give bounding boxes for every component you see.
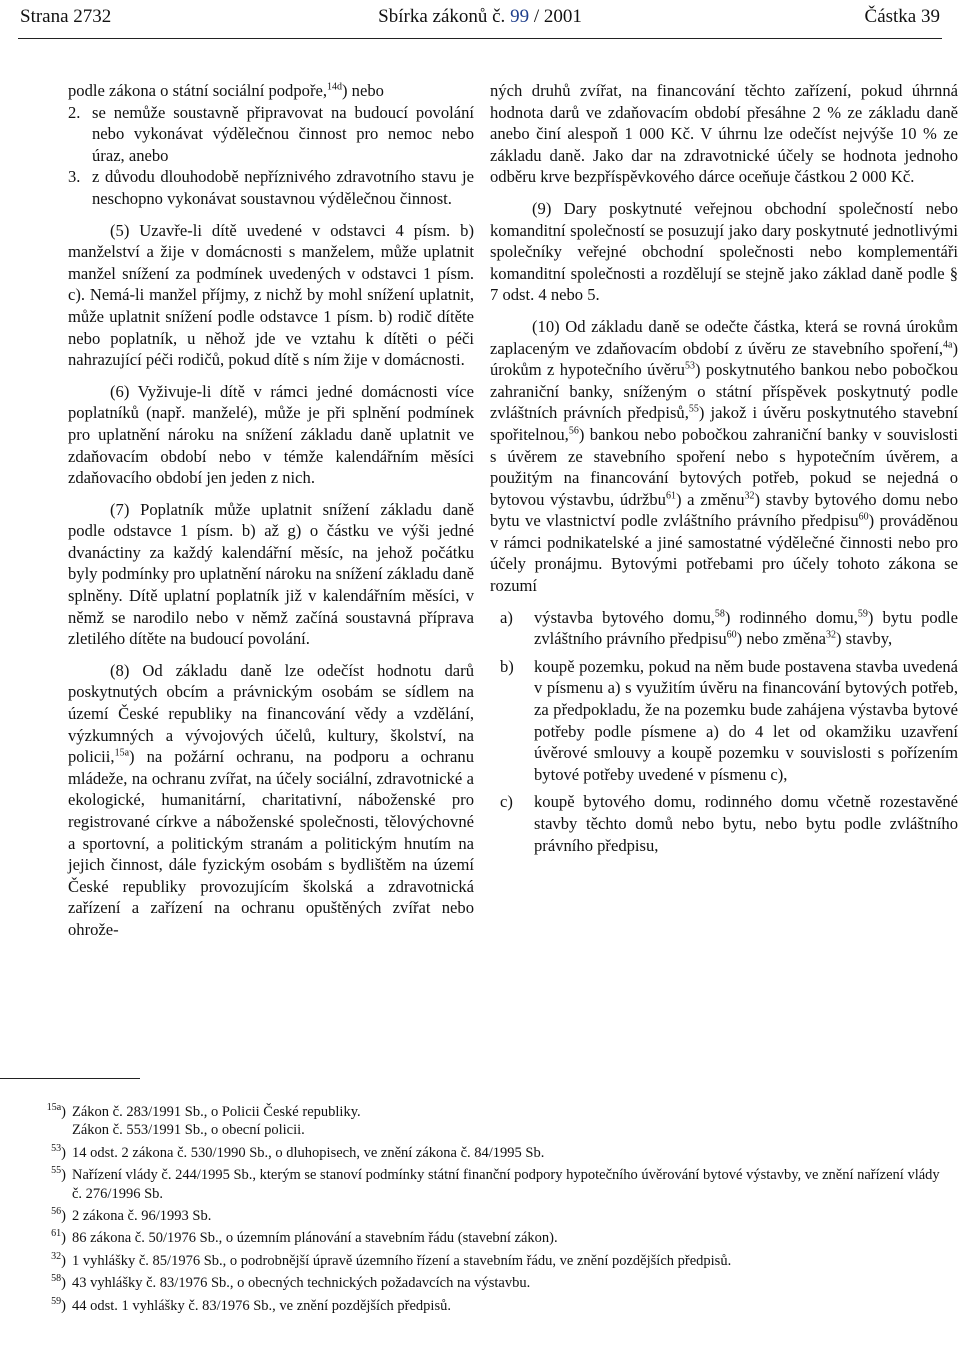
text-run: ) poskytnutého bankou nebo pobočkou zahraniční banky, sníženým o státní příspěvek poskytnutý podle zvláštních právních předpisů, xyxy=(490,360,958,423)
footnote-text: Zákon č. 283/1991 Sb., o Policii České republiky. xyxy=(72,1104,361,1120)
text-run: ) a změnu xyxy=(675,489,745,509)
footnote-text: 1 vyhlášky č. 85/1976 Sb., o podrobnější úpravě územního řízení a stavebním řádu, ve znění pozdějších předpisů. xyxy=(72,1252,732,1269)
footnote-ref: 15a xyxy=(114,747,130,759)
list-item xyxy=(490,656,958,786)
footnote-ref: 4a xyxy=(943,339,953,350)
text-run: ) jakož i úvěru poskytnutého stavební spořitelnou, xyxy=(490,403,959,444)
footnote-text: 86 zákona č. 50/1976 Sb., o územním plánování a stavebním řádu (stavební zákon). xyxy=(72,1230,558,1247)
footnote-ref: 14d xyxy=(326,81,342,93)
footnote xyxy=(30,1297,950,1315)
footnote-number: 61 xyxy=(51,1228,62,1240)
footnote-ref: 55 xyxy=(688,403,699,415)
list-item xyxy=(68,166,474,209)
footnote-number: 56 xyxy=(51,1206,62,1218)
list-item xyxy=(490,791,958,856)
paragraph-8 xyxy=(68,660,474,941)
text-run: (8) Od základu daně lze odečíst hodnotu darů poskytnutých obcím a právnickým osobám se sídlem na území České republiky na financování vědy a vzdělání, výzkumných a vývojových účelů, kultury, školství, na policii, xyxy=(68,660,474,767)
footnote xyxy=(30,1252,950,1270)
footnote-ref: 32 xyxy=(744,490,755,502)
item-number: 3. xyxy=(68,167,81,187)
footnote-marker: $^{15a}$) xyxy=(46,1102,66,1120)
text-run: koupě bytového domu, rodinného domu včetně rozestavěné stavby těchto domů nebo bytu, nebo bytu podle zvláštního právního předpisu, xyxy=(534,792,958,855)
housing-needs-list xyxy=(490,607,958,857)
footnote-number: 55 xyxy=(51,1165,62,1177)
footnote-marker: $^{55}$) xyxy=(51,1165,66,1184)
footnote-ref: 60 xyxy=(858,511,869,523)
item-text: z důvodu dlouhodobě nepříznivého zdravotního stavu je neschopno vykonávat soustavnou výdělečnou činnost. xyxy=(92,167,474,208)
item-text xyxy=(534,792,958,854)
footnote-marker: $^{61}$) xyxy=(51,1228,66,1247)
footnote-text: 2 zákona č. 96/1993 Sb. xyxy=(72,1208,212,1225)
right-column xyxy=(490,80,958,862)
paragraph-10 xyxy=(490,316,958,597)
text-run: koupě pozemku, pokud na něm bude postavena stavba uvedená v písmenu a) s využitím úvěru na financování bytových potřeb, za předpokladu, že na pozemku bude zahájena výstavba bytové potřeby podle písmene a) do 4 let od okamžiku uzavření úvěrové smlouvy a koupě pozemku v souvislosti s pořízením bytové potřeby uvedené v písmenu c), xyxy=(534,656,958,784)
footnote-number: 53 xyxy=(51,1142,62,1154)
footnote-marker: $^{32}$) xyxy=(51,1251,66,1269)
text-run: podle zákona o státní sociální podpoře, xyxy=(68,81,327,100)
text-run: (10) Od základu daně se odečte částka, která se rovná úrokům zaplaceným ve zdaňovacím období z úvěru ze stavebního spoření, xyxy=(490,316,958,358)
footnote-marker: $^{58}$) xyxy=(51,1273,66,1292)
text-run: ) stavby bytového domu nebo bytu ve vlastnictví podle zvláštního právního předpisu xyxy=(490,489,958,531)
footnote-text: 14 odst. 2 zákona č. 530/1990 Sb., o dluhopisech, ve znění zákona č. 84/1995 Sb. xyxy=(72,1144,545,1161)
footnote xyxy=(30,1274,950,1292)
paragraph-8-continuation: ných druhů zvířat, na financování těchto zařízení, pokud úhrnná hodnota darů ve zdaňovacím období přesáhne 2 % ze základu daně anebo činí alespoň 1 000 Kč. V úhrnu lze odečíst nejvýše 10 % ze základu daně. Jako dar na zdravotnické účely se hodnota jednoho odběru krve bezpříspěvkového dárce oceňuje částkou 2 000 Kč. xyxy=(490,81,958,187)
text-run: ) na požární ochranu, na podporu a ochranu mládeže, na ochranu zvířat, na účely sociální, zdravotnické a ekologické, humanitární, charitativní, náboženské pro registrované církve a náboženské společnosti, tělovýchovné a sportovní, a politickým stranám a politickým hnutím na jejich činnost, dále fyzickým osobám s bydlištěm na území České republiky provozujícím školská a zdravotnická zařízení a zařízení na ochranu opuštěných zvířat nebo ohrože- xyxy=(68,747,474,939)
left-column xyxy=(68,80,474,941)
footnote-number: 59 xyxy=(51,1295,62,1307)
item-text xyxy=(534,608,958,649)
footnote-ref: 32 xyxy=(826,629,837,641)
footnote-ref: 61 xyxy=(665,490,676,502)
footnote-number: 32 xyxy=(51,1251,62,1263)
list-item xyxy=(490,607,958,650)
footnote-ref: 56 xyxy=(568,425,579,437)
text-run: ) bytu podle zvláštního právního předpisu xyxy=(534,607,958,649)
issue-number: Částka 39 xyxy=(864,6,940,27)
text-run: ) nebo xyxy=(341,81,384,100)
item-text xyxy=(534,657,958,784)
collection-name: Sbírka zákonů č. xyxy=(378,6,511,27)
text-run: ) rodinného domu, xyxy=(724,607,858,627)
page-number: Strana 2732 xyxy=(20,6,112,27)
footnote-marker: $^{56}$) xyxy=(51,1206,66,1225)
text-run: výstavba bytového domu, xyxy=(534,607,715,627)
footnote xyxy=(30,1144,950,1162)
text-run: ) nebo změna xyxy=(736,629,827,649)
footnote-ref: 53 xyxy=(684,360,695,372)
footnote xyxy=(30,1103,950,1140)
item-text: se nemůže soustavně připravovat na budoucí povolání nebo vykonávat výdělečnou činnost pro nemoc nebo úraz, anebo xyxy=(92,102,474,165)
footnote-text: 43 vyhlášky č. 83/1976 Sb., o obecných technických požadavcích na výstavbu. xyxy=(72,1275,531,1292)
collection-title xyxy=(0,6,960,28)
footnote-ref: 58 xyxy=(714,608,725,620)
list-item xyxy=(68,102,474,167)
text-run: ) stavby, xyxy=(836,629,893,649)
footnote-ref: 59 xyxy=(857,608,868,620)
paragraph-4-continuation xyxy=(68,80,474,102)
paragraph-6: (6) Vyživuje-li dítě v rámci jedné domácnosti více poplatníků (např. manželé), může je při splnění podmínek pro uplatnění nároku na snížení základu daně uplatnit ve zdaňovacím období nebo v témže kalendářním měsíci zdaňovacího období jen jeden z nich. xyxy=(68,381,474,488)
collection-number: 99 xyxy=(510,6,530,27)
footnote xyxy=(30,1229,950,1247)
footnote-text: 44 odst. 1 vyhlášky č. 83/1976 Sb., ve znění pozdějších předpisů. xyxy=(72,1297,451,1314)
header-divider xyxy=(18,38,942,39)
footnote-number: 15a xyxy=(46,1102,62,1114)
footnote xyxy=(30,1166,950,1203)
item-label: a) xyxy=(500,607,513,627)
page-header xyxy=(0,0,960,40)
paragraph-5: (5) Uzavře-li dítě uvedené v odstavci 4 písm. b) manželství a žije v domácnosti s manželem, může uplatnit manžel snížení za podmínek uvedených v odstavci 1 písm. c). Nemá-li manžel příjmy, z nichž by mohl snížení uplatnit, může uplatnit snížení podle odstavce 1 písm. b) rodič dítěte nebo poplatník, u něhož jde ve vztahu k dítěti o péči nahrazující péči rodičů, pokud dítě s ním žije v domácnosti. xyxy=(68,220,474,370)
footnote-text: Zákon č. 553/1991 Sb., o obecní policii. xyxy=(72,1122,305,1139)
footnote-marker: $^{53}$) xyxy=(51,1142,66,1161)
item-number: 2. xyxy=(68,102,81,122)
footnote-ref: 60 xyxy=(726,629,737,641)
footnote-number: 58 xyxy=(51,1273,62,1285)
footnote-divider xyxy=(0,1078,140,1079)
footnote-text: Nařízení vlády č. 244/1995 Sb., kterým se stanoví podmínky státní finanční podpory hypotečního úvěrování bytové výstavby, ve znění nařízení vlády č. 276/1996 Sb. xyxy=(72,1167,940,1202)
text-run: ) prováděnou v rámci podnikatelské a jiné samostatné výdělečné činnosti nebo pro účely pronájmu. Bytovými potřebami pro účely tohoto zákona se rozumí xyxy=(490,511,959,596)
item-label: b) xyxy=(500,656,514,676)
paragraph-9: (9) Dary poskytnuté veřejnou obchodní společností nebo komanditní společností se posuzují jako dary poskytnuté jednotlivými společníky veřejné obchodní společnosti nebo komplementáři komanditní společnosti a rozdělují se stejně jako základ daně podle § 7 odst. 4 nebo 5. xyxy=(490,198,958,305)
paragraph-7: (7) Poplatník může uplatnit snížení základu daně podle odstavce 1 písm. b) až g) o částku ve výši jedné dvanáctiny za každý kalendářní měsíc, na jehož počátku byly podmínky pro uplatnění nároku na snížení základu daně splněny. Dítě uplatní poplatník již v kalendářním měsíci, v němž se narodilo nebo v němž začíná soustavná příprava zletilého dítěte na budoucí povolání. xyxy=(68,499,474,649)
text-run: ) bankou nebo pobočkou zahraniční banky v souvislosti s úvěrem ze stavebního spoření nebo s hypotečním úvěrem, a použitým na financování bytových potřeb, pokud se nejedná o bytovou výstavbu, údržbu xyxy=(490,424,958,509)
item-label: c) xyxy=(500,792,513,812)
footnote xyxy=(30,1207,950,1225)
footnote-marker: $^{59}$) xyxy=(51,1295,66,1314)
footnotes xyxy=(30,1103,950,1319)
text-run: ) úrokům z hypotečního úvěru xyxy=(490,338,958,380)
collection-year: / 2001 xyxy=(529,6,582,27)
